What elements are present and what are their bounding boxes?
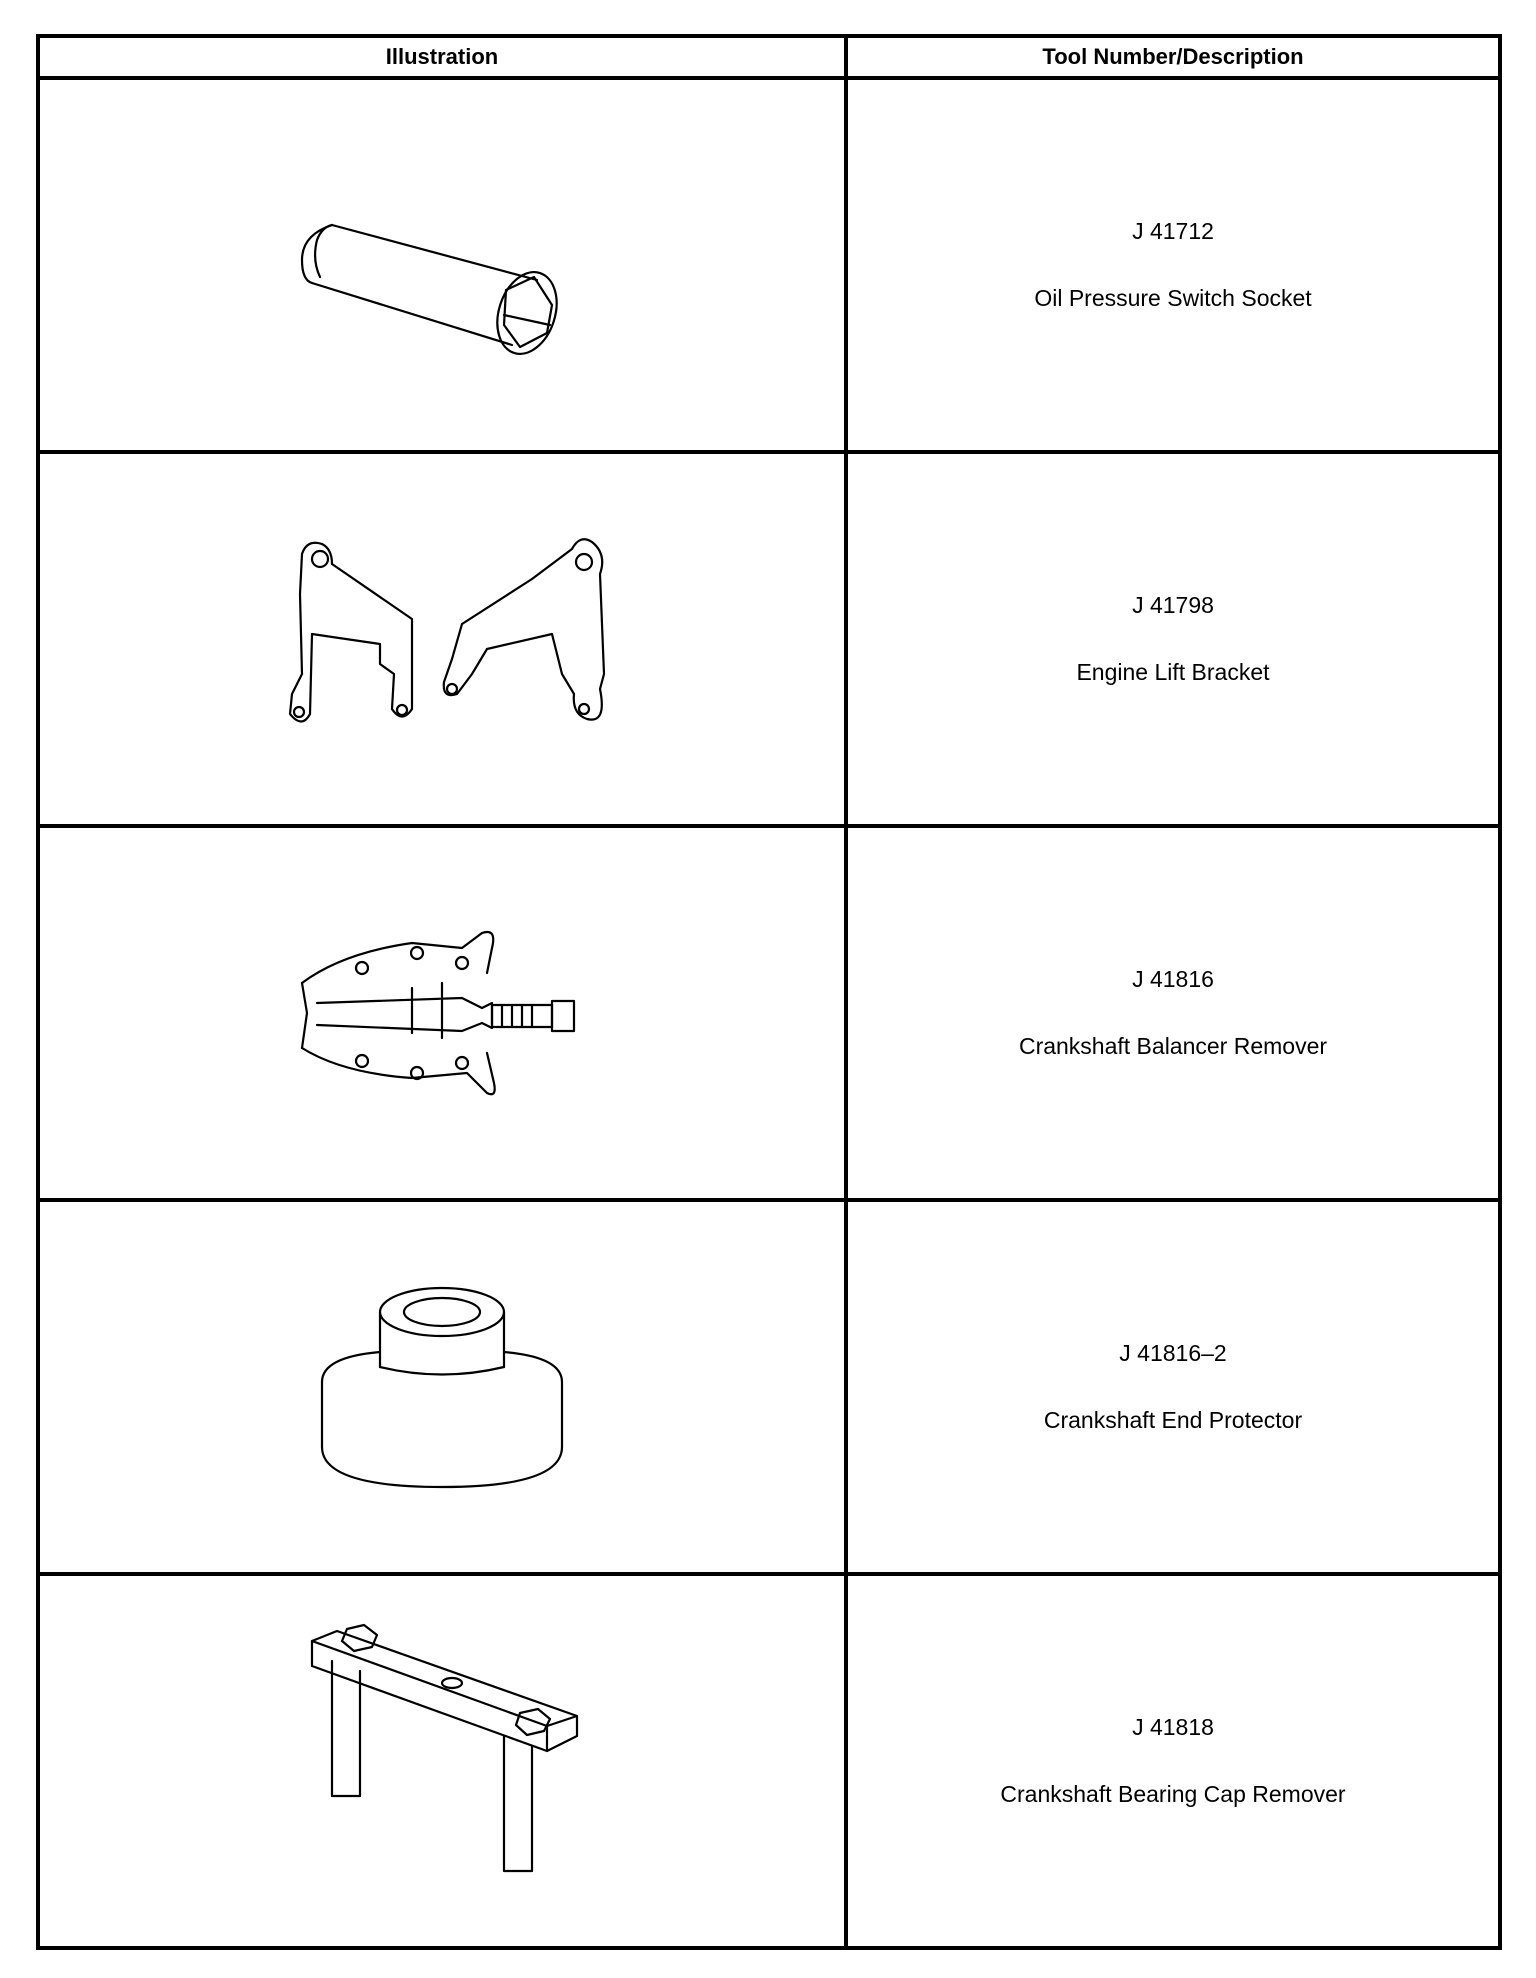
tool-name: Crankshaft Balancer Remover	[1018, 1033, 1328, 1059]
tool-description-cell	[846, 1574, 1500, 1948]
tool-name: Oil Pressure Switch Socket	[1034, 285, 1312, 311]
table-row	[38, 452, 1500, 826]
tool-number: J 41816	[1132, 966, 1214, 992]
tool-description-cell	[846, 1200, 1500, 1574]
illustration-cell	[38, 452, 846, 826]
table-row	[38, 1200, 1500, 1574]
table-row	[38, 78, 1500, 452]
tool-number: J 41816–2	[1119, 1340, 1227, 1366]
tool-description-cell	[846, 826, 1500, 1200]
illustration-cell	[38, 826, 846, 1200]
header-row	[38, 36, 1500, 78]
tool-name: Crankshaft Bearing Cap Remover	[1000, 1781, 1346, 1807]
tool-description-cell	[846, 452, 1500, 826]
end-protector-icon	[292, 1272, 592, 1502]
special-tools-table	[36, 34, 1502, 1950]
tool-description-cell	[846, 78, 1500, 452]
lift-bracket-icon	[262, 524, 622, 754]
tool-name: Engine Lift Bracket	[1076, 659, 1270, 685]
tool-number: J 41712	[1132, 218, 1214, 244]
header-tool-description: Tool Number/Description	[846, 36, 1500, 78]
illustration-cell	[38, 1574, 846, 1948]
tool-number: J 41798	[1132, 592, 1214, 618]
bearing-cap-remover-icon	[292, 1621, 592, 1901]
illustration-cell	[38, 78, 846, 452]
tool-number: J 41818	[1132, 1714, 1214, 1740]
illustration-cell	[38, 1200, 846, 1574]
table-row	[38, 826, 1500, 1200]
socket-tool-icon	[272, 165, 612, 365]
puller-tool-icon	[262, 913, 622, 1113]
header-illustration: Illustration	[38, 36, 846, 78]
table-row	[38, 1574, 1500, 1948]
tool-name: Crankshaft End Protector	[1043, 1407, 1303, 1433]
